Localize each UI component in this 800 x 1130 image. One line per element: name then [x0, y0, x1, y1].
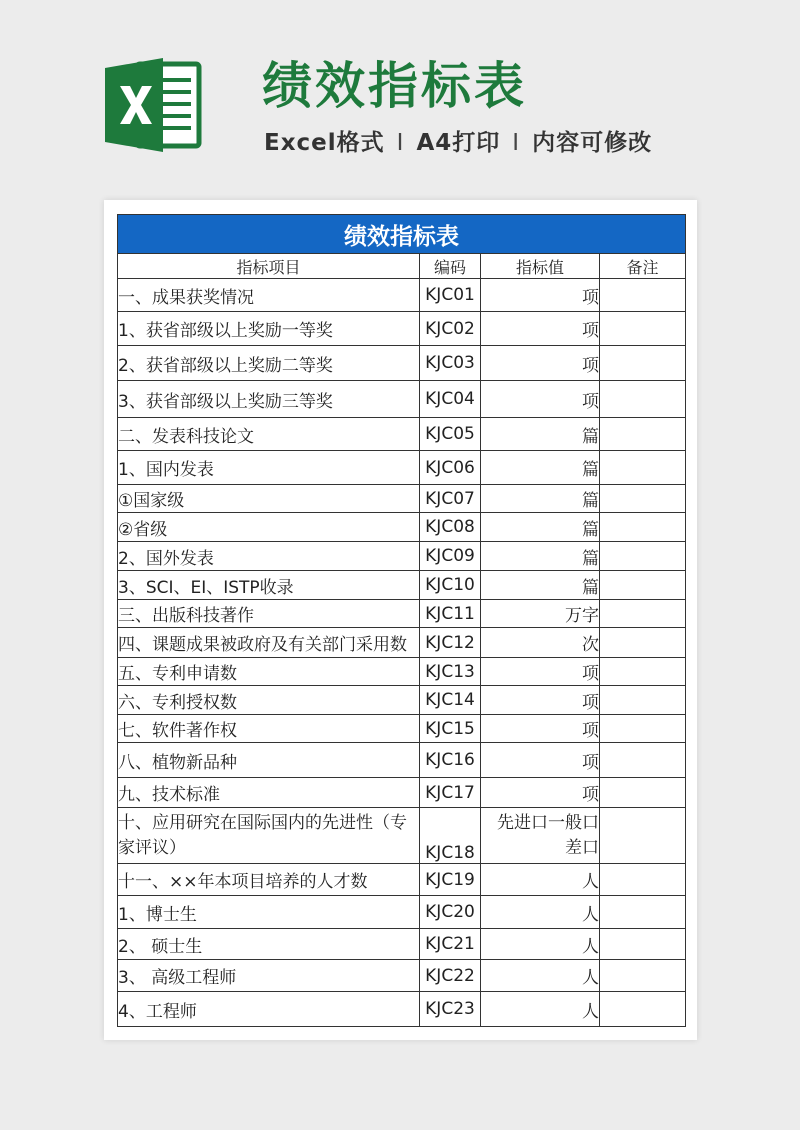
- table-row: [118, 778, 686, 808]
- row-code[interactable]: KJC13: [420, 658, 481, 686]
- table-row: [118, 381, 686, 418]
- table-row: [118, 279, 686, 312]
- row-value[interactable]: 项: [481, 346, 600, 381]
- row-item-name[interactable]: 十、应用研究在国际国内的先进性（专家评议）: [118, 808, 420, 864]
- row-note[interactable]: [600, 686, 686, 715]
- row-code[interactable]: KJC08: [420, 513, 481, 542]
- row-item-name[interactable]: 1、国内发表: [118, 451, 420, 485]
- table-row: [118, 808, 686, 864]
- row-code[interactable]: KJC23: [420, 992, 481, 1027]
- subtitle-separator: I: [512, 130, 521, 156]
- row-note[interactable]: [600, 658, 686, 686]
- table-body: [118, 279, 686, 1027]
- table-header-row: [118, 254, 686, 279]
- row-item-name[interactable]: ①国家级: [118, 485, 420, 513]
- table-title: 绩效指标表: [118, 215, 686, 254]
- row-note[interactable]: [600, 992, 686, 1027]
- row-value[interactable]: 项: [481, 381, 600, 418]
- row-value[interactable]: 项: [481, 743, 600, 778]
- table-row: [118, 864, 686, 896]
- row-value[interactable]: 人: [481, 960, 600, 992]
- row-value[interactable]: 篇: [481, 485, 600, 513]
- row-item-name[interactable]: 2、 硕士生: [118, 929, 420, 960]
- row-code[interactable]: KJC22: [420, 960, 481, 992]
- row-note[interactable]: [600, 808, 686, 864]
- row-code[interactable]: KJC18: [420, 808, 481, 864]
- row-code[interactable]: KJC05: [420, 418, 481, 451]
- column-header-note: 备注: [600, 254, 686, 279]
- row-note[interactable]: [600, 896, 686, 929]
- table-row: [118, 628, 686, 658]
- table-row: [118, 896, 686, 929]
- row-item-name[interactable]: 3、获省部级以上奖励三等奖: [118, 381, 420, 418]
- row-item-name[interactable]: 七、软件著作权: [118, 715, 420, 743]
- row-code[interactable]: KJC14: [420, 686, 481, 715]
- row-item-name[interactable]: 2、获省部级以上奖励二等奖: [118, 346, 420, 381]
- row-item-name[interactable]: 十一、××年本项目培养的人才数: [118, 864, 420, 896]
- row-item-name[interactable]: 三、出版科技著作: [118, 600, 420, 628]
- column-header-item: 指标项目: [118, 254, 420, 279]
- row-item-name[interactable]: 四、课题成果被政府及有关部门采用数: [118, 628, 420, 658]
- row-code[interactable]: KJC16: [420, 743, 481, 778]
- row-code[interactable]: KJC12: [420, 628, 481, 658]
- row-note[interactable]: [600, 600, 686, 628]
- row-code[interactable]: KJC02: [420, 312, 481, 346]
- subtitle-editable: 内容可修改: [532, 130, 653, 156]
- row-item-name[interactable]: ②省级: [118, 513, 420, 542]
- row-item-name[interactable]: 九、技术标准: [118, 778, 420, 808]
- row-value[interactable]: 篇: [481, 571, 600, 600]
- row-item-name[interactable]: 二、发表科技论文: [118, 418, 420, 451]
- row-code[interactable]: KJC07: [420, 485, 481, 513]
- row-value[interactable]: 篇: [481, 451, 600, 485]
- row-code[interactable]: KJC04: [420, 381, 481, 418]
- table-row: [118, 715, 686, 743]
- row-code[interactable]: KJC09: [420, 542, 481, 571]
- row-value[interactable]: 篇: [481, 542, 600, 571]
- row-value[interactable]: 先进口一般口差口: [481, 808, 600, 864]
- row-note[interactable]: [600, 513, 686, 542]
- page-title: 绩效指标表: [262, 57, 527, 115]
- column-header-code: 编码: [420, 254, 481, 279]
- row-value[interactable]: 人: [481, 864, 600, 896]
- row-note[interactable]: [600, 929, 686, 960]
- row-value[interactable]: 万字: [481, 600, 600, 628]
- row-item-name[interactable]: 五、专利申请数: [118, 658, 420, 686]
- table-row: [118, 346, 686, 381]
- row-note[interactable]: [600, 778, 686, 808]
- row-code[interactable]: KJC21: [420, 929, 481, 960]
- row-note[interactable]: [600, 960, 686, 992]
- row-value[interactable]: 项: [481, 658, 600, 686]
- row-code[interactable]: KJC19: [420, 864, 481, 896]
- row-code[interactable]: KJC15: [420, 715, 481, 743]
- table-row: [118, 542, 686, 571]
- row-note[interactable]: [600, 418, 686, 451]
- table-row: [118, 451, 686, 485]
- table-row: [118, 992, 686, 1027]
- row-note[interactable]: [600, 312, 686, 346]
- row-code[interactable]: KJC10: [420, 571, 481, 600]
- row-item-name[interactable]: 3、 高级工程师: [118, 960, 420, 992]
- row-code[interactable]: KJC03: [420, 346, 481, 381]
- indicator-table: [117, 214, 686, 1027]
- row-note[interactable]: [600, 346, 686, 381]
- row-value[interactable]: 项: [481, 312, 600, 346]
- table-row: [118, 686, 686, 715]
- row-value[interactable]: 项: [481, 715, 600, 743]
- row-value[interactable]: 人: [481, 929, 600, 960]
- row-item-name[interactable]: 1、获省部级以上奖励一等奖: [118, 312, 420, 346]
- row-item-name[interactable]: 1、博士生: [118, 896, 420, 929]
- row-value[interactable]: 人: [481, 992, 600, 1027]
- row-note[interactable]: [600, 715, 686, 743]
- row-item-name[interactable]: 一、成果获奖情况: [118, 279, 420, 312]
- row-value[interactable]: 篇: [481, 513, 600, 542]
- table-row: [118, 418, 686, 451]
- row-value[interactable]: 项: [481, 778, 600, 808]
- table-row: [118, 513, 686, 542]
- row-item-name[interactable]: 2、国外发表: [118, 542, 420, 571]
- row-note[interactable]: [600, 628, 686, 658]
- table-row: [118, 743, 686, 778]
- row-value[interactable]: 篇: [481, 418, 600, 451]
- row-value[interactable]: 项: [481, 686, 600, 715]
- row-value[interactable]: 次: [481, 628, 600, 658]
- row-note[interactable]: [600, 571, 686, 600]
- table-row: [118, 312, 686, 346]
- row-note[interactable]: [600, 451, 686, 485]
- row-note[interactable]: [600, 864, 686, 896]
- document-page: [104, 200, 697, 1040]
- row-item-name[interactable]: 3、SCI、EI、ISTP收录: [118, 571, 420, 600]
- table-row: [118, 658, 686, 686]
- row-note[interactable]: [600, 279, 686, 312]
- row-code[interactable]: KJC06: [420, 451, 481, 485]
- row-note[interactable]: [600, 485, 686, 513]
- table-row: [118, 600, 686, 628]
- subtitle-format: Excel格式: [264, 130, 385, 156]
- row-code[interactable]: KJC20: [420, 896, 481, 929]
- row-code[interactable]: KJC17: [420, 778, 481, 808]
- table-row: [118, 485, 686, 513]
- subtitle-print: A4打印: [416, 130, 501, 156]
- page-header: [0, 0, 800, 200]
- row-item-name[interactable]: 六、专利授权数: [118, 686, 420, 715]
- row-note[interactable]: [600, 743, 686, 778]
- row-code[interactable]: KJC11: [420, 600, 481, 628]
- subtitle: [264, 126, 652, 160]
- table-row: [118, 571, 686, 600]
- row-note[interactable]: [600, 381, 686, 418]
- excel-icon: [103, 56, 203, 154]
- table-row: [118, 929, 686, 960]
- row-note[interactable]: [600, 542, 686, 571]
- row-item-name[interactable]: 4、工程师: [118, 992, 420, 1027]
- row-value[interactable]: 项: [481, 279, 600, 312]
- column-header-value: 指标值: [481, 254, 600, 279]
- subtitle-separator: I: [396, 130, 405, 156]
- row-item-name[interactable]: 八、植物新品种: [118, 743, 420, 778]
- row-value[interactable]: 人: [481, 896, 600, 929]
- table-row: [118, 960, 686, 992]
- row-code[interactable]: KJC01: [420, 279, 481, 312]
